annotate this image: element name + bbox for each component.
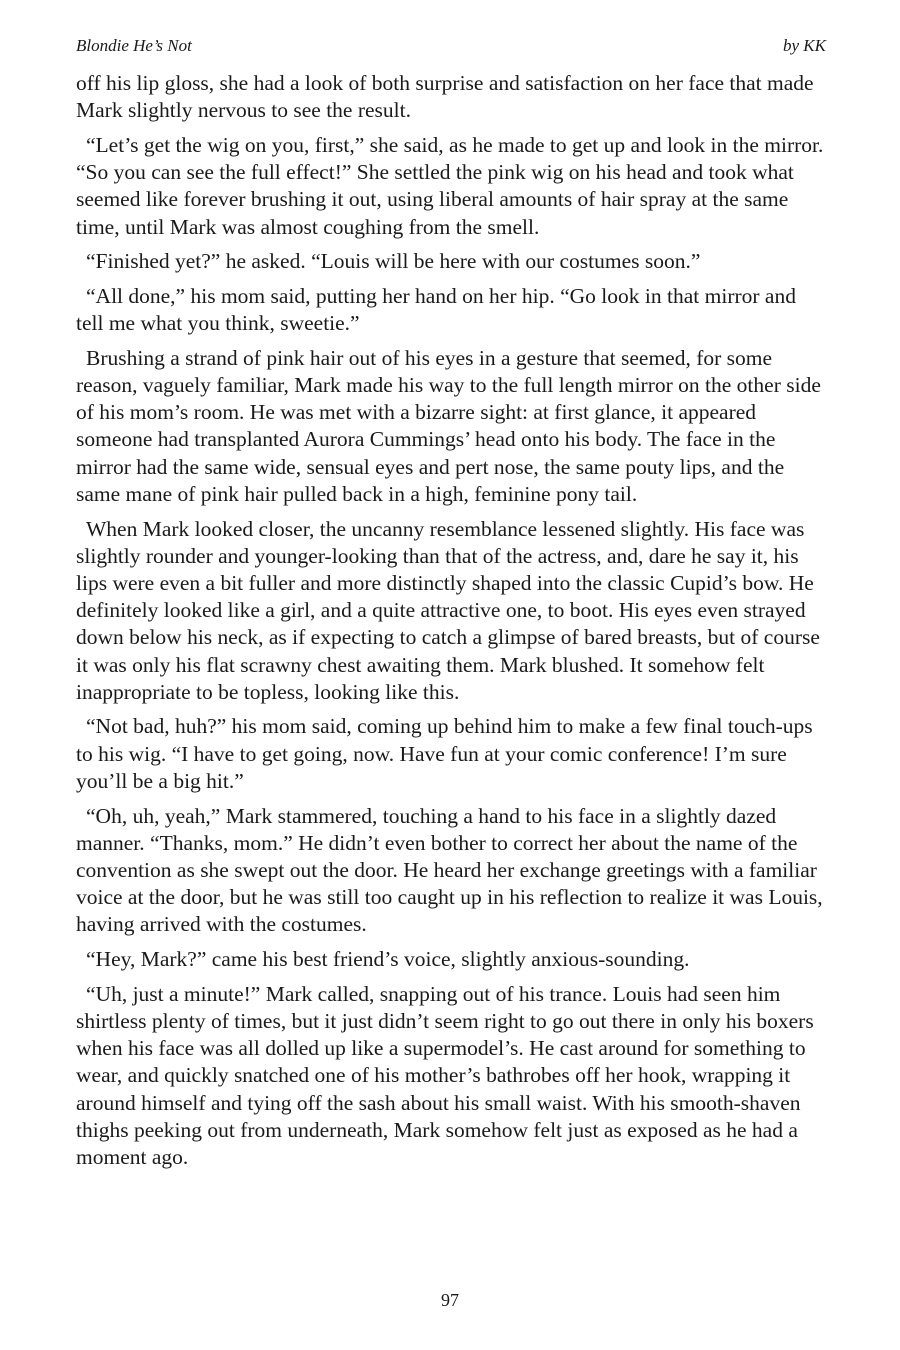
page-number: 97 — [441, 1290, 459, 1310]
paragraph: “Finished yet?” he asked. “Louis will be here with our costumes soon.” — [86, 249, 701, 274]
paragraph: “Not bad, huh?” his mom said, coming up behind him to make a few final touch-ups to his wig. “I have to get going, now. Have fun at your comic conference! I’m sure you’ll be a big hit.” — [76, 714, 813, 793]
author-credit: by KK — [783, 36, 826, 55]
running-header — [76, 36, 826, 58]
paragraph: “All done,” his mom said, putting her hand on her hip. “Go look in that mirror and tell me what you think, sweetie.” — [76, 283, 796, 336]
paragraph: “Let’s get the wig on you, first,” she said, as he made to get up and look in the mirror. “So you can see the full effect!” She settled the pink wig on his head and took what seemed like forever brushing it out, using liberal amounts of hair spray at the same time, until Mark was almost coughing from the smell. — [76, 132, 824, 239]
paragraph: off his lip gloss, she had a look of both surprise and satisfaction on her face that made Mark slightly nervous to see the result. — [76, 71, 814, 123]
book-title: Blondie He’s Not — [76, 36, 192, 55]
paragraph: “Hey, Mark?” came his best friend’s voice, slightly anxious-sounding. — [86, 947, 690, 972]
paragraph: When Mark looked closer, the uncanny resemblance lessened slightly. His face was slightly rounder and younger-looking than that of the actress, and, dare he say it, his lips were even a bit fuller and more distinctly shaped into the classic Cupid’s bow. He definitely looked like a girl, and a quite attractive one, to boot. His eyes even strayed down below his neck, as if expecting to catch a glimpse of bared breasts, but of course it was only his flat scrawny chest awaiting them. Mark blushed. It somehow felt inappropriate to be topless, looking like this. — [76, 516, 820, 704]
paragraph: Brushing a strand of pink hair out of his eyes in a gesture that seemed, for some reason, vaguely familiar, Mark made his way to the full length mirror on the other side of his mom’s room. He was met with a bizarre sight: at first glance, it appeared someone had transplanted Aurora Cummings’ head onto his body. The face in the mirror had the same wide, sensual eyes and pert nose, the same pouty lips, and the same mane of pink hair pulled back in a high, feminine pony tail. — [76, 345, 821, 506]
paragraph: “Oh, uh, yeah,” Mark stammered, touching a hand to his face in a slightly dazed manner. “Thanks, mom.” He didn’t even bother to correct her about the name of the convention as she swept out the door. He heard her exchange greetings with a familiar voice at the door, but he was still too caught up in his reflection to realize it was Louis, having arrived with the costumes. — [76, 803, 823, 937]
body-text — [76, 70, 828, 1179]
paragraph: “Uh, just a minute!” Mark called, snapping out of his trance. Louis had seen him shirtless plenty of times, but it just didn’t seem right to go out there in only his boxers when his face was all dolled up like a supermodel’s. He cast around for something to wear, and quickly snatched one of his mother’s bathrobes off her hook, wrapping it around himself and tying off the sash about his small waist. With his smooth-shaven thighs peeking out from underneath, Mark somehow felt just as exposed as he had a moment ago. — [76, 981, 814, 1170]
